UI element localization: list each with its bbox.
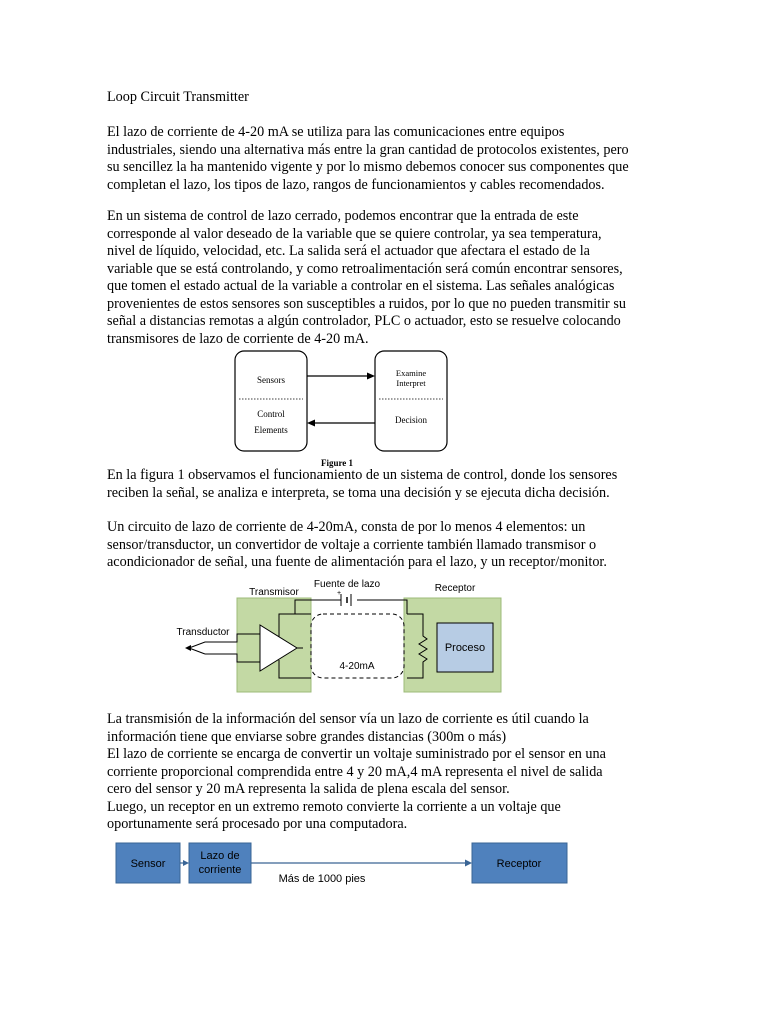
text-line: Un circuito de lazo de corriente de 4-20mA, consta de por lo menos 4 elementos: un bbox=[107, 519, 586, 535]
text-line: transmisores de lazo de corriente de 4-20 mA. bbox=[107, 330, 369, 347]
text-line: provenientes de estos sensores son susceptibles a ruidos, por lo que no pueden transmitir su bbox=[107, 295, 626, 312]
arrow-head-right bbox=[367, 373, 375, 380]
figure-1-diagram bbox=[230, 345, 452, 470]
text-line: señal a distancias remotas a algún controlador, PLC o actuador, esto se resuelve colocando bbox=[107, 313, 621, 329]
distance-label: Más de 1000 pies bbox=[278, 873, 366, 885]
receptor-label: Receptor bbox=[434, 583, 476, 594]
receptor-label: Receptor bbox=[496, 858, 542, 870]
lazo-block bbox=[189, 843, 251, 883]
text-line: que tomen el estado actual de la variable a controlar en el sistema. Las señales analógicas bbox=[107, 278, 615, 294]
control-label: Control bbox=[257, 409, 285, 419]
document-title bbox=[107, 89, 249, 107]
text-line: corresponde al valor deseado de la variable que se quiere controlar, ya sea temperatura, bbox=[107, 225, 602, 242]
text-line: corriente proporcional comprendida entre 4 y 20 mA,4 mA representa el nivel de salida bbox=[107, 763, 603, 780]
text-line: completan el lazo, los tipos de lazo, rangos de funcionamientos y cables recomendados. bbox=[107, 176, 605, 193]
transmisor-label: Transmisor bbox=[249, 587, 299, 598]
text-line: variable que se está controlando, y como retroalimentación será común encontrar sensores, bbox=[107, 260, 623, 277]
figure-caption: Figure 1 bbox=[320, 458, 354, 468]
arrow-head-icon bbox=[183, 860, 189, 866]
text-line: El lazo de corriente de 4-20 mA se utiliza para las comunicaciones entre equipos bbox=[107, 124, 565, 140]
arrow-head-icon bbox=[465, 860, 472, 867]
text-line: En la figura 1 observamos el funcionamiento de un sistema de control, donde los sensores bbox=[107, 467, 618, 483]
lazo-label: Lazo de bbox=[200, 850, 240, 862]
text-line: La transmisión de la información del sensor vía un lazo de corriente es útil cuando la bbox=[107, 711, 589, 727]
text-line: industriales, siendo una alternativa más entre la gran cantidad de protocolos existentes, pero bbox=[107, 141, 629, 158]
text-line: Luego, un receptor en un extremo remoto convierte la corriente a un voltaje que bbox=[107, 798, 561, 815]
sensors-label: Sensors bbox=[256, 375, 286, 385]
figure-3-diagram bbox=[112, 838, 572, 890]
text-line: cero del sensor y 20 mA representa la salida de plena escala del sensor. bbox=[107, 781, 510, 797]
text-line: reciben la señal, se analiza e interpreta, se toma una decisión y se ejecuta dicha decisión. bbox=[107, 484, 610, 501]
paragraph-4 bbox=[107, 519, 607, 572]
text-line: En un sistema de control de lazo cerrado, podemos encontrar que la entrada de este bbox=[107, 208, 579, 224]
elements-label: Elements bbox=[254, 425, 288, 435]
paragraph-2 bbox=[107, 208, 626, 348]
sensor-label: Sensor bbox=[130, 858, 166, 870]
text-line: oportunamente será procesado por una computadora. bbox=[107, 816, 408, 832]
transductor-label: Transductor bbox=[176, 627, 230, 638]
title-text: Loop Circuit Transmitter bbox=[107, 89, 249, 105]
paragraph-5 bbox=[107, 711, 606, 834]
sensors-box bbox=[235, 351, 307, 451]
battery-plus-label: + bbox=[337, 590, 342, 597]
interpret-label: Interpret bbox=[396, 378, 426, 388]
text-line: sensor/transductor, un convertidor de voltaje a corriente también llamado transmisor o bbox=[107, 536, 597, 553]
decision-box bbox=[375, 351, 447, 451]
text-line: acondicionador de señal, una fuente de alimentación para el lazo, y un receptor/monitor. bbox=[107, 554, 607, 570]
text-line: El lazo de corriente se encarga de convertir un voltaje suministrado por el sensor en una bbox=[107, 746, 606, 762]
corriente-label: corriente bbox=[198, 864, 242, 876]
decision-label: Decision bbox=[395, 415, 427, 425]
figure-2-diagram bbox=[175, 574, 510, 706]
text-line: información tiene que enviarse sobre grandes distancias (300m o más) bbox=[107, 728, 507, 745]
current-label: 4-20mA bbox=[339, 661, 375, 672]
paragraph-1 bbox=[107, 124, 629, 194]
text-line: su sencillez la ha mantenido vigente y por lo mismo debemos conocer sus componentes que bbox=[107, 159, 629, 175]
fuente-label: Fuente de lazo bbox=[313, 579, 381, 590]
text-line: nivel de líquido, velocidad, etc. La salida será el actuador que afectara el estado de la bbox=[107, 243, 590, 259]
arrow-head-left bbox=[307, 420, 315, 427]
proceso-label: Proceso bbox=[444, 642, 486, 654]
examine-label: Examine bbox=[395, 368, 427, 378]
transductor-probe-icon bbox=[185, 645, 191, 651]
paragraph-3 bbox=[107, 467, 617, 502]
